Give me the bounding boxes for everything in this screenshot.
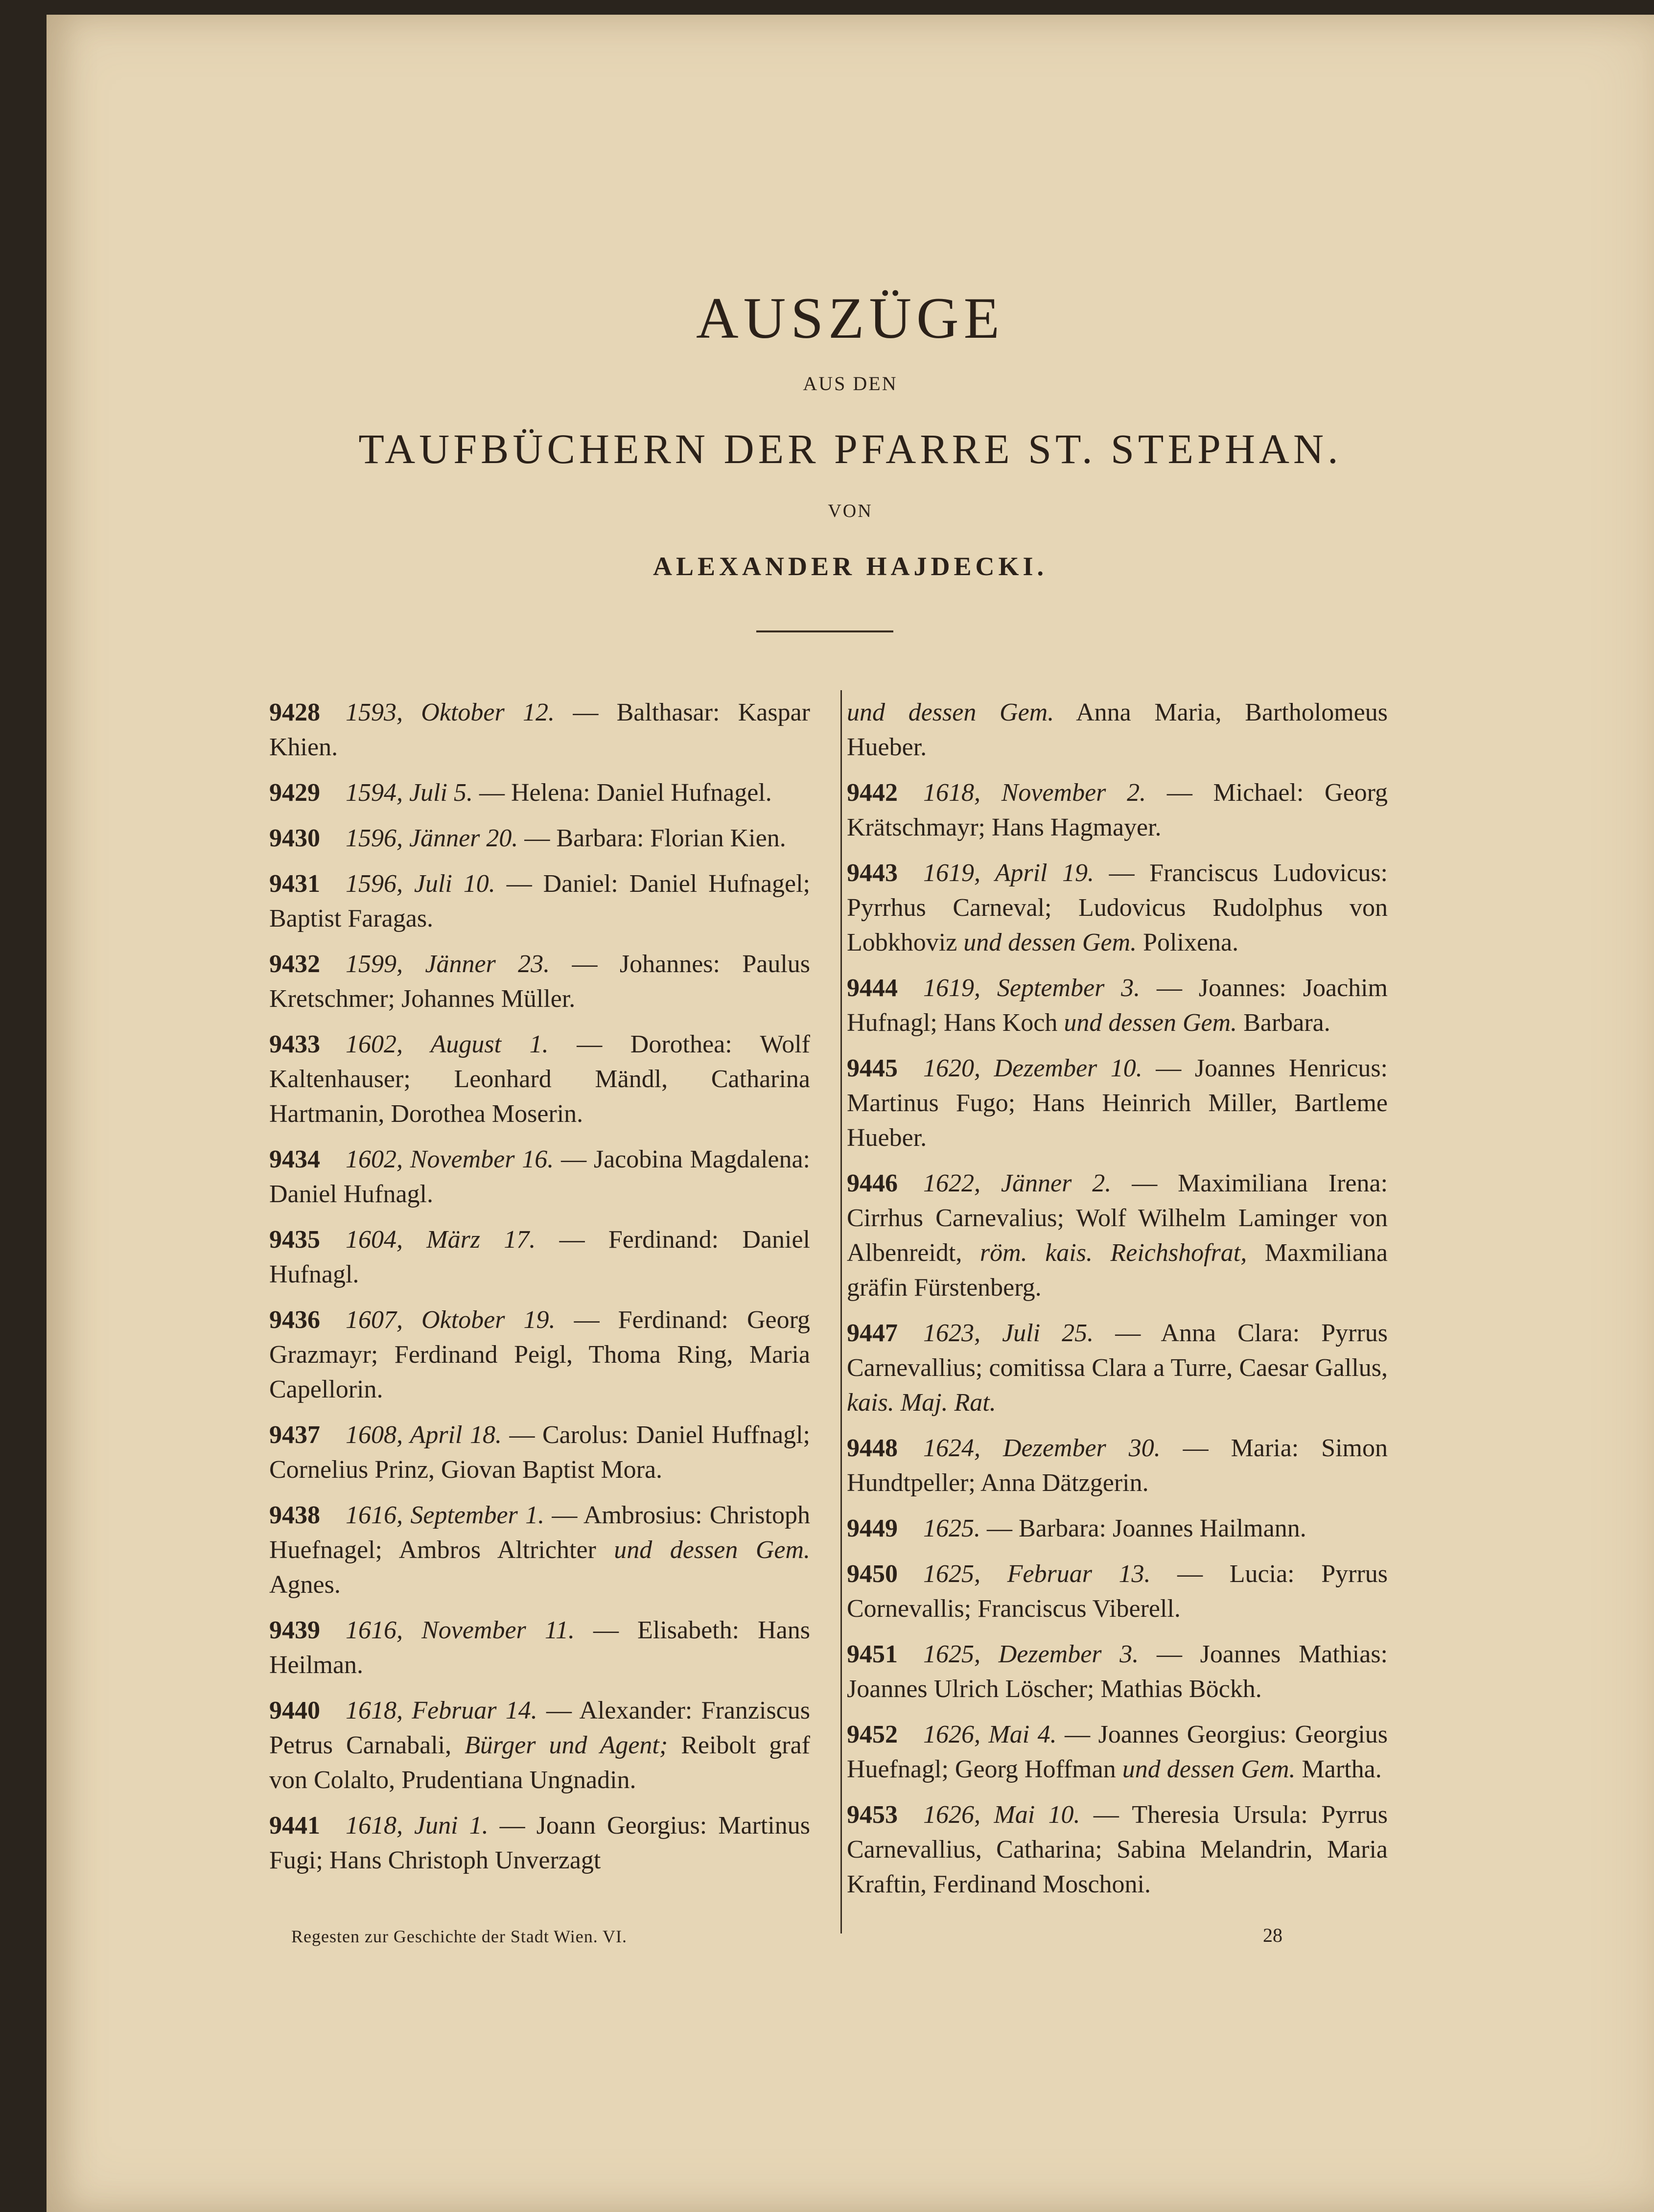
- entry-text: — Maximiliana Irena: Cirrhus Carnevalius; Wolf Wilhelm Laminger von Albenreidt,: [847, 1169, 1388, 1267]
- entry-date: 1608, April 18.: [346, 1421, 502, 1449]
- entry-continuation: [847, 695, 1388, 765]
- entry-text: — Dorothea: Wolf Kaltenhauser; Leonhard Mändl, Catharina Hartmanin, Dorothea Moserin.: [269, 1030, 810, 1128]
- entry: [269, 1693, 810, 1797]
- entry: [269, 866, 810, 936]
- entry-date: 1604, März 17.: [346, 1226, 536, 1254]
- entry-tail: Maxmiliana gräfin Fürstenberg.: [847, 1239, 1388, 1302]
- entry-text: — Theresia Ursula: Pyrrus Carnevallius, Catharina; Sabina Melandrin, Maria Kraftin, Ferdinand Moschoni.: [847, 1801, 1388, 1898]
- entry-date: 1602, August 1.: [346, 1030, 549, 1058]
- author-name: ALEXANDER HAJDECKI.: [652, 552, 1048, 581]
- entry-date: 1620, Dezember 10.: [923, 1054, 1142, 1082]
- entry-text: — Ferdinand: Georg Grazmayr; Ferdinand Peigl, Thoma Ring, Maria Capellorin.: [269, 1306, 810, 1403]
- entry-date: 1596, Jänner 20.: [346, 824, 518, 852]
- entry-date: 1625, Dezember 3.: [923, 1640, 1139, 1668]
- entry-number: 9453: [847, 1801, 898, 1829]
- entry: [269, 947, 810, 1016]
- entry-text: — Alexander: Franziscus Petrus Carnabali,: [269, 1697, 811, 1759]
- entry-number: 9428: [269, 699, 320, 726]
- entry-italic: Bürger und Agent;: [465, 1731, 668, 1759]
- entry: [847, 775, 1388, 845]
- entry: [269, 1027, 810, 1131]
- entry-number: 9433: [269, 1030, 320, 1058]
- entry-date: 1619, April 19.: [923, 859, 1095, 887]
- entry-text: — Carolus: Daniel Huffnagl; Cornelius Prinz, Giovan Baptist Mora.: [269, 1421, 810, 1484]
- entry-date: 1619, September 3.: [923, 974, 1141, 1002]
- book-page: [47, 15, 1654, 2212]
- entry-italic: und dessen Gem.: [1122, 1755, 1296, 1783]
- page-title: AUSZÜGE: [696, 285, 1004, 350]
- running-footer: Regesten zur Geschichte der Stadt Wien. VI.: [291, 1927, 628, 1946]
- entry-date: 1593, Oktober 12.: [346, 699, 555, 726]
- entry-text: — Johannes: Paulus Kretschmer; Johannes Müller.: [269, 950, 811, 1013]
- entry-number: 9449: [847, 1514, 898, 1542]
- entry-number: 9446: [847, 1169, 898, 1197]
- entry-date: 1618, Juni 1.: [346, 1812, 489, 1839]
- title-block: [47, 285, 1654, 582]
- entry: [269, 1613, 810, 1682]
- entry-date: 1623, Juli 25.: [923, 1319, 1094, 1347]
- entry-text: — Jacobina Magdalena: Daniel Hufnagl.: [269, 1145, 810, 1208]
- entry-text: — Joannes Mathias: Joannes Ulrich Löscher; Mathias Böckh.: [847, 1640, 1388, 1703]
- title-divider: [756, 630, 893, 632]
- entry: [847, 1316, 1388, 1420]
- entry: [847, 1166, 1388, 1305]
- entry: [847, 1717, 1388, 1787]
- entry-date: 1626, Mai 10.: [923, 1801, 1080, 1829]
- left-column: [269, 695, 810, 1888]
- entry-tail: Reibolt graf von Colalto, Prudentiana Ungnadin.: [269, 1731, 811, 1794]
- byline-von: VON: [828, 501, 873, 521]
- entry: [269, 821, 810, 856]
- entry-number: 9438: [269, 1501, 320, 1529]
- entry-text: — Helena: Daniel Hufnagel.: [479, 779, 772, 807]
- entry-tail: Polixena.: [1143, 929, 1239, 956]
- entry: [269, 1303, 810, 1407]
- entry-date: 1596, Juli 10.: [346, 870, 495, 898]
- entry-tail: Martha.: [1302, 1755, 1382, 1783]
- entry-italic: und dessen Gem.: [847, 699, 1054, 726]
- entry: [847, 856, 1388, 960]
- entry: [269, 775, 810, 810]
- entry-text: — Franciscus Ludovicus: Pyrrhus Carneval; Ludovicus Rudolphus von Lobkhoviz: [847, 859, 1388, 956]
- entry-number: 9430: [269, 824, 320, 852]
- column-separator: [840, 690, 842, 1933]
- entry-text: — Joannes: Joachim Hufnagl; Hans Koch: [847, 974, 1388, 1037]
- entry-number: 9437: [269, 1421, 320, 1449]
- entry-italic: röm. kais. Reichshofrat,: [979, 1239, 1247, 1267]
- entry: [269, 695, 810, 765]
- entry-date: 1594, Juli 5.: [346, 779, 473, 807]
- entry-date: 1625.: [923, 1514, 980, 1542]
- page-subtitle: TAUFBÜCHERN DER PFARRE ST. STEPHAN.: [358, 425, 1342, 472]
- entry: [269, 1808, 810, 1878]
- entry-date: 1618, November 2.: [923, 779, 1146, 807]
- entry: [847, 1637, 1388, 1706]
- entry: [269, 1498, 810, 1602]
- entry-date: 1618, Februar 14.: [346, 1697, 537, 1724]
- entry-text: — Lucia: Pyrrus Cornevallis; Franciscus Viberell.: [847, 1560, 1388, 1623]
- entry-text: — Daniel: Daniel Hufnagel; Baptist Faragas.: [269, 870, 810, 932]
- entry-text: Anna Maria, Bartholomeus Hueber.: [847, 699, 1388, 761]
- entry-tail: Barbara.: [1243, 1009, 1330, 1037]
- entry-number: 9431: [269, 870, 320, 898]
- title-connector: AUS DEN: [803, 373, 898, 395]
- entry-text: — Ferdinand: Daniel Hufnagl.: [269, 1226, 810, 1288]
- entry-date: 1616, November 11.: [346, 1616, 575, 1644]
- entry-number: 9434: [269, 1145, 320, 1173]
- entry-number: 9435: [269, 1226, 320, 1254]
- entry-text: — Joannes Georgius: Georgius Huefnagl; Georg Hoffman: [847, 1721, 1388, 1783]
- entry-date: 1607, Oktober 19.: [346, 1306, 556, 1334]
- entry-text: — Maria: Simon Hundtpeller; Anna Dätzgerin.: [847, 1434, 1388, 1497]
- entry: [847, 1051, 1388, 1155]
- entry-text: — Barbara: Florian Kien.: [524, 824, 786, 852]
- entry: [847, 1431, 1388, 1500]
- entry-date: 1599, Jänner 23.: [346, 950, 550, 978]
- entry-date: 1616, September 1.: [346, 1501, 545, 1529]
- entry: [269, 1222, 810, 1292]
- entry-number: 9448: [847, 1434, 898, 1462]
- entry-number: 9443: [847, 859, 898, 887]
- entry-date: 1624, Dezember 30.: [923, 1434, 1161, 1462]
- entry-text: — Ambrosius: Christoph Huefnagel; Ambros Altrichter: [269, 1501, 810, 1564]
- entry-number: 9440: [269, 1697, 320, 1724]
- entry-italic: und dessen Gem.: [963, 929, 1137, 956]
- entry-number: 9445: [847, 1054, 898, 1082]
- entry: [847, 1557, 1388, 1626]
- entry-number: 9436: [269, 1306, 320, 1334]
- entry-number: 9444: [847, 974, 898, 1002]
- entry-italic: und dessen Gem.: [614, 1536, 811, 1564]
- entry-number: 9451: [847, 1640, 898, 1668]
- entry-number: 9429: [269, 779, 320, 807]
- entry-number: 9432: [269, 950, 320, 978]
- entry-tail: Agnes.: [269, 1571, 341, 1599]
- entry-text: — Elisabeth: Hans Heilman.: [269, 1616, 810, 1679]
- entry-number: 9450: [847, 1560, 898, 1588]
- entry: [269, 1142, 810, 1211]
- entry: [847, 1511, 1388, 1546]
- entry-number: 9442: [847, 779, 898, 807]
- entry-date: 1626, Mai 4.: [923, 1721, 1057, 1748]
- entry-italic: und dessen Gem.: [1064, 1009, 1237, 1037]
- entry-date: 1602, November 16.: [346, 1145, 554, 1173]
- signature-mark: 28: [1263, 1924, 1282, 1946]
- right-column: [847, 695, 1388, 1912]
- entry-number: 9439: [269, 1616, 320, 1644]
- entry: [847, 971, 1388, 1040]
- entry-number: 9441: [269, 1812, 320, 1839]
- entry: [269, 1418, 810, 1487]
- entry-text: — Joannes Henricus: Martinus Fugo; Hans Heinrich Miller, Bartleme Hueber.: [847, 1054, 1388, 1152]
- entry: [847, 1797, 1388, 1902]
- entry-text: — Joann Georgius: Martinus Fugi; Hans Christoph Unverzagt: [269, 1812, 810, 1874]
- entry-text: — Barbara: Joannes Hailmann.: [987, 1514, 1306, 1542]
- entry-number: 9452: [847, 1721, 898, 1748]
- entry-text: — Michael: Georg Krätschmayr; Hans Hagmayer.: [847, 779, 1388, 841]
- entry-text: — Anna Clara: Pyrrus Carnevallius; comitissa Clara a Turre, Caesar Gallus,: [847, 1319, 1388, 1382]
- entry-text: — Balthasar: Kaspar Khien.: [269, 699, 810, 761]
- entry-italic: kais. Maj. Rat.: [847, 1389, 996, 1417]
- entry-number: 9447: [847, 1319, 898, 1347]
- entry-date: 1622, Jänner 2.: [923, 1169, 1112, 1197]
- entry-date: 1625, Februar 13.: [923, 1560, 1151, 1588]
